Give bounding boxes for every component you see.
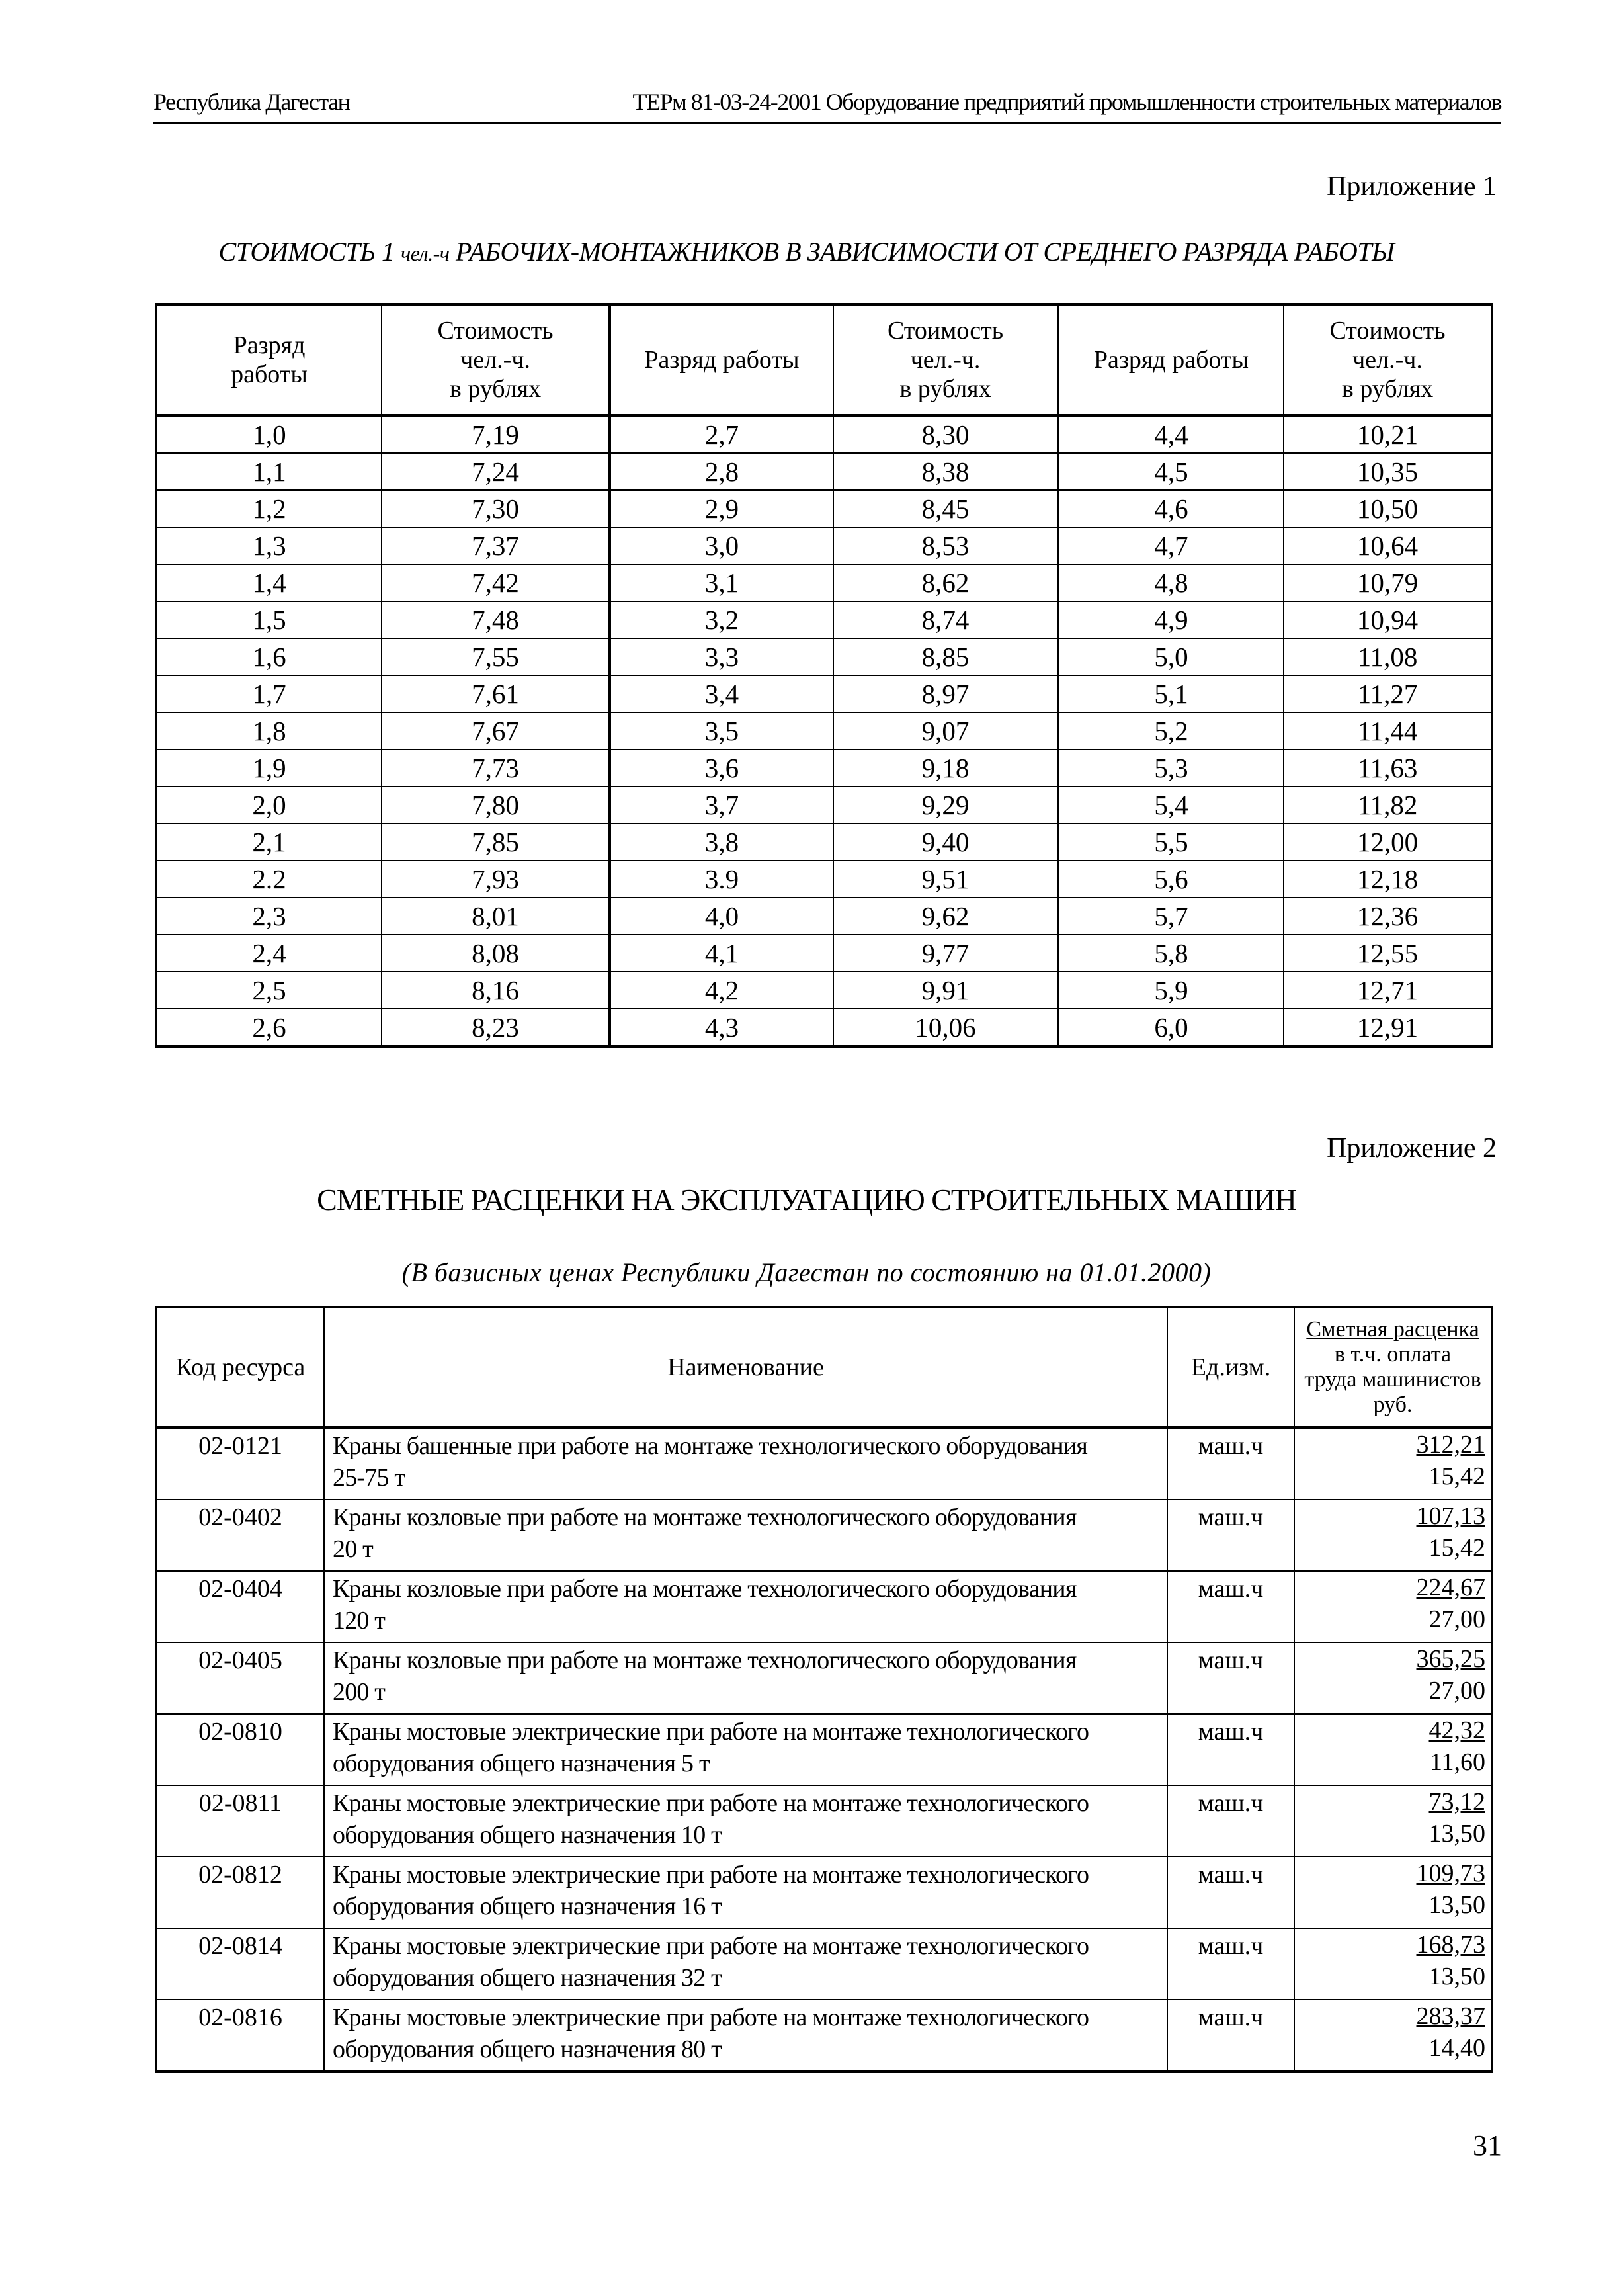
table-row bbox=[156, 972, 1492, 1009]
grade-cell: 1,9 bbox=[156, 749, 382, 787]
rate-cell bbox=[1294, 1785, 1492, 1857]
cost-cell: 7,85 bbox=[382, 824, 610, 861]
rate-total: 107,13 bbox=[1416, 1502, 1485, 1530]
table-row bbox=[156, 490, 1492, 527]
labor-cost-title-part-b: РАБОЧИХ-МОНТАЖНИКОВ В ЗАВИСИМОСТИ ОТ СРЕДНЕГО РАЗРЯДА РАБОТЫ bbox=[449, 237, 1395, 267]
resource-code: 02-0810 bbox=[156, 1714, 324, 1785]
cost-cell: 11,82 bbox=[1284, 787, 1492, 824]
resource-name-line: 120 т bbox=[333, 1607, 386, 1635]
unit-of-measure: маш.ч bbox=[1167, 1500, 1294, 1571]
rate-cell bbox=[1294, 1500, 1492, 1571]
grade-cell: 4,9 bbox=[1058, 601, 1284, 638]
rate-operator-wage: 13,50 bbox=[1428, 1963, 1485, 1990]
cost-cell: 9,29 bbox=[833, 787, 1058, 824]
labor-cost-table-body bbox=[156, 415, 1492, 1046]
rate-cell bbox=[1294, 1427, 1492, 1500]
header-line: в рублях bbox=[449, 375, 542, 403]
cost-cell: 8,38 bbox=[833, 453, 1058, 490]
cost-cell: 8,23 bbox=[382, 1009, 610, 1046]
grade-cell: 5,3 bbox=[1058, 749, 1284, 787]
resource-code: 02-0402 bbox=[156, 1500, 324, 1571]
grade-cell: 3.9 bbox=[610, 861, 833, 898]
cost-cell: 10,50 bbox=[1284, 490, 1492, 527]
cost-cell: 7,61 bbox=[382, 675, 610, 712]
grade-cell: 2,3 bbox=[156, 898, 382, 935]
grade-cell: 1,0 bbox=[156, 415, 382, 453]
cost-cell: 7,67 bbox=[382, 712, 610, 749]
resource-name-line: 20 т bbox=[333, 1535, 373, 1563]
resource-name bbox=[324, 1928, 1167, 2000]
cost-cell: 8,62 bbox=[833, 564, 1058, 601]
resource-name bbox=[324, 1714, 1167, 1785]
rate-total: 283,37 bbox=[1416, 2002, 1485, 2030]
grade-cell: 6,0 bbox=[1058, 1009, 1284, 1046]
machine-rates-table bbox=[155, 1306, 1493, 2073]
grade-cell: 5,6 bbox=[1058, 861, 1284, 898]
table-row bbox=[156, 787, 1492, 824]
grade-cell: 3,2 bbox=[610, 601, 833, 638]
grade-cell: 1,7 bbox=[156, 675, 382, 712]
resource-name-line: 25-75 т bbox=[333, 1464, 405, 1492]
table-header-row bbox=[156, 304, 1492, 415]
unit-of-measure: маш.ч bbox=[1167, 1427, 1294, 1500]
header-line: в рублях bbox=[1341, 375, 1434, 403]
cost-cell: 7,80 bbox=[382, 787, 610, 824]
resource-code: 02-0814 bbox=[156, 1928, 324, 2000]
rate-operator-wage: 13,50 bbox=[1428, 1891, 1485, 1919]
rate-operator-wage: 13,50 bbox=[1428, 1820, 1485, 1848]
table-row bbox=[156, 1928, 1492, 2000]
resource-name bbox=[324, 1785, 1167, 1857]
rate-cell bbox=[1294, 2000, 1492, 2072]
grade-cell: 2,4 bbox=[156, 935, 382, 972]
grade-cell: 3,0 bbox=[610, 527, 833, 564]
rate-total: 42,32 bbox=[1428, 1717, 1485, 1744]
grade-cell: 1,1 bbox=[156, 453, 382, 490]
table-row bbox=[156, 898, 1492, 935]
header-line: Стоимость bbox=[437, 317, 554, 345]
grade-cell: 3,4 bbox=[610, 675, 833, 712]
resource-name-line: Краны козловые при работе на монтаже технологического оборудования bbox=[333, 1575, 1077, 1603]
cost-cell: 7,55 bbox=[382, 638, 610, 675]
rate-total: 224,67 bbox=[1416, 1574, 1485, 1601]
cost-cell: 8,85 bbox=[833, 638, 1058, 675]
resource-name bbox=[324, 1857, 1167, 1928]
table-row bbox=[156, 527, 1492, 564]
table-header-row bbox=[156, 1307, 1492, 1427]
rate-cell bbox=[1294, 1571, 1492, 1642]
header-region: Республика Дагестан bbox=[153, 89, 350, 115]
column-header-rate bbox=[1294, 1307, 1492, 1427]
table-row bbox=[156, 1642, 1492, 1714]
grade-cell: 1,4 bbox=[156, 564, 382, 601]
grade-cell: 4,8 bbox=[1058, 564, 1284, 601]
resource-name-line: оборудования общего назначения 32 т bbox=[333, 1964, 722, 1992]
grade-cell: 2,8 bbox=[610, 453, 833, 490]
rate-operator-wage: 27,00 bbox=[1428, 1605, 1485, 1633]
grade-cell: 5,7 bbox=[1058, 898, 1284, 935]
grade-cell: 5,2 bbox=[1058, 712, 1284, 749]
header-line: работы bbox=[231, 361, 308, 388]
cost-cell: 7,48 bbox=[382, 601, 610, 638]
header-line: Стоимость bbox=[887, 317, 1004, 345]
grade-cell: 2,5 bbox=[156, 972, 382, 1009]
grade-cell: 3,6 bbox=[610, 749, 833, 787]
cost-cell: 7,24 bbox=[382, 453, 610, 490]
grade-cell: 2.2 bbox=[156, 861, 382, 898]
grade-cell: 4,2 bbox=[610, 972, 833, 1009]
resource-name-line: 200 т bbox=[333, 1678, 386, 1706]
header-line: Разряд bbox=[233, 331, 306, 359]
grade-cell: 4,3 bbox=[610, 1009, 833, 1046]
grade-cell: 4,7 bbox=[1058, 527, 1284, 564]
header-line: чел.-ч. bbox=[910, 346, 981, 374]
header-line: чел.-ч. bbox=[1352, 346, 1423, 374]
header-line: Сметная расценка bbox=[1306, 1317, 1479, 1341]
header-line: чел.-ч. bbox=[460, 346, 530, 374]
grade-cell: 5,5 bbox=[1058, 824, 1284, 861]
resource-code: 02-0816 bbox=[156, 2000, 324, 2072]
cost-cell: 8,01 bbox=[382, 898, 610, 935]
labor-cost-title bbox=[0, 236, 1613, 267]
resource-name bbox=[324, 1571, 1167, 1642]
rate-cell bbox=[1294, 1857, 1492, 1928]
cost-cell: 10,35 bbox=[1284, 453, 1492, 490]
table-row bbox=[156, 638, 1492, 675]
resource-name-line: оборудования общего назначения 5 т bbox=[333, 1750, 710, 1777]
header-line: в рублях bbox=[899, 375, 991, 403]
unit-of-measure: маш.ч bbox=[1167, 1714, 1294, 1785]
unit-of-measure: маш.ч bbox=[1167, 1571, 1294, 1642]
column-header-cost bbox=[382, 304, 610, 415]
cost-cell: 8,53 bbox=[833, 527, 1058, 564]
table-row bbox=[156, 601, 1492, 638]
cost-cell: 10,79 bbox=[1284, 564, 1492, 601]
cost-cell: 9,18 bbox=[833, 749, 1058, 787]
table-row bbox=[156, 1857, 1492, 1928]
cost-cell: 8,97 bbox=[833, 675, 1058, 712]
table-row bbox=[156, 824, 1492, 861]
grade-cell: 4,5 bbox=[1058, 453, 1284, 490]
grade-cell: 4,0 bbox=[610, 898, 833, 935]
resource-name-line: Краны мостовые электрические при работе на монтаже технологического bbox=[333, 2004, 1089, 2031]
cost-cell: 12,36 bbox=[1284, 898, 1492, 935]
cost-cell: 10,94 bbox=[1284, 601, 1492, 638]
resource-code: 02-0121 bbox=[156, 1427, 324, 1500]
resource-name bbox=[324, 1427, 1167, 1500]
table-row bbox=[156, 935, 1492, 972]
grade-cell: 3,1 bbox=[610, 564, 833, 601]
cost-cell: 7,93 bbox=[382, 861, 610, 898]
column-header-name: Наименование bbox=[324, 1307, 1167, 1427]
resource-name-line: Краны козловые при работе на монтаже технологического оборудования bbox=[333, 1504, 1077, 1531]
resource-name-line: Краны мостовые электрические при работе на монтаже технологического bbox=[333, 1789, 1089, 1817]
grade-cell: 1,5 bbox=[156, 601, 382, 638]
grade-cell: 4,1 bbox=[610, 935, 833, 972]
grade-cell: 5,9 bbox=[1058, 972, 1284, 1009]
cost-cell: 8,16 bbox=[382, 972, 610, 1009]
grade-cell: 4,6 bbox=[1058, 490, 1284, 527]
column-header-cost bbox=[833, 304, 1058, 415]
grade-cell: 2,9 bbox=[610, 490, 833, 527]
column-header-code: Код ресурса bbox=[156, 1307, 324, 1427]
grade-cell: 1,6 bbox=[156, 638, 382, 675]
cost-cell: 12,71 bbox=[1284, 972, 1492, 1009]
cost-cell: 8,30 bbox=[833, 415, 1058, 453]
table-row bbox=[156, 749, 1492, 787]
resource-name-line: Краны мостовые электрические при работе на монтаже технологического bbox=[333, 1861, 1089, 1889]
grade-cell: 3,3 bbox=[610, 638, 833, 675]
rate-cell bbox=[1294, 1928, 1492, 2000]
column-header-grade: Разряд работы bbox=[1058, 304, 1284, 415]
table-row bbox=[156, 712, 1492, 749]
table-row bbox=[156, 1571, 1492, 1642]
table-row bbox=[156, 453, 1492, 490]
header-line: руб. bbox=[1373, 1392, 1413, 1417]
cost-cell: 8,74 bbox=[833, 601, 1058, 638]
header-line: в т.ч. оплата bbox=[1334, 1342, 1452, 1367]
grade-cell: 3,7 bbox=[610, 787, 833, 824]
cost-cell: 12,00 bbox=[1284, 824, 1492, 861]
appendix-2-label: Приложение 2 bbox=[1327, 1133, 1497, 1164]
cost-cell: 8,08 bbox=[382, 935, 610, 972]
appendix-1-label: Приложение 1 bbox=[1327, 171, 1497, 202]
running-header bbox=[153, 83, 1501, 124]
cost-cell: 12,18 bbox=[1284, 861, 1492, 898]
resource-name-line: Краны козловые при работе на монтаже технологического оборудования bbox=[333, 1646, 1077, 1674]
cost-cell: 7,42 bbox=[382, 564, 610, 601]
rate-operator-wage: 27,00 bbox=[1428, 1677, 1485, 1705]
resource-name-line: оборудования общего назначения 10 т bbox=[333, 1821, 722, 1849]
rate-total: 312,21 bbox=[1416, 1431, 1485, 1459]
column-header-unit: Ед.изм. bbox=[1167, 1307, 1294, 1427]
grade-cell: 5,8 bbox=[1058, 935, 1284, 972]
resource-code: 02-0811 bbox=[156, 1785, 324, 1857]
cost-cell: 10,64 bbox=[1284, 527, 1492, 564]
grade-cell: 1,8 bbox=[156, 712, 382, 749]
table-row bbox=[156, 861, 1492, 898]
header-line: труда машинистов bbox=[1304, 1367, 1481, 1392]
rate-total: 168,73 bbox=[1416, 1931, 1485, 1959]
rate-total: 365,25 bbox=[1416, 1645, 1485, 1673]
table-row bbox=[156, 1714, 1492, 1785]
resource-name-line: Краны башенные при работе на монтаже технологического оборудования bbox=[333, 1432, 1088, 1460]
grade-cell: 5,0 bbox=[1058, 638, 1284, 675]
unit-of-measure: маш.ч bbox=[1167, 1928, 1294, 2000]
cost-cell: 11,08 bbox=[1284, 638, 1492, 675]
unit-of-measure: маш.ч bbox=[1167, 2000, 1294, 2072]
column-header-grade bbox=[156, 304, 382, 415]
resource-name-line: оборудования общего назначения 16 т bbox=[333, 1892, 722, 1920]
rate-total: 109,73 bbox=[1416, 1859, 1485, 1887]
grade-cell: 2,1 bbox=[156, 824, 382, 861]
grade-cell: 3,5 bbox=[610, 712, 833, 749]
cost-cell: 9,62 bbox=[833, 898, 1058, 935]
unit-of-measure: маш.ч bbox=[1167, 1642, 1294, 1714]
header-line: Стоимость bbox=[1329, 317, 1446, 345]
cost-cell: 9,77 bbox=[833, 935, 1058, 972]
cost-cell: 11,63 bbox=[1284, 749, 1492, 787]
column-header-cost bbox=[1284, 304, 1492, 415]
cost-cell: 9,40 bbox=[833, 824, 1058, 861]
rate-operator-wage: 11,60 bbox=[1429, 1748, 1485, 1776]
rate-operator-wage: 15,42 bbox=[1428, 1463, 1485, 1490]
resource-name-line: оборудования общего назначения 80 т bbox=[333, 2035, 722, 2063]
resource-name-line: Краны мостовые электрические при работе на монтаже технологического bbox=[333, 1932, 1089, 1960]
cost-cell: 7,37 bbox=[382, 527, 610, 564]
unit-of-measure: маш.ч bbox=[1167, 1857, 1294, 1928]
rate-operator-wage: 15,42 bbox=[1428, 1534, 1485, 1562]
cost-cell: 8,45 bbox=[833, 490, 1058, 527]
grade-cell: 1,3 bbox=[156, 527, 382, 564]
grade-cell: 1,2 bbox=[156, 490, 382, 527]
cost-cell: 10,21 bbox=[1284, 415, 1492, 453]
table-row bbox=[156, 2000, 1492, 2072]
table-row bbox=[156, 1427, 1492, 1500]
resource-name bbox=[324, 1500, 1167, 1571]
cost-cell: 11,27 bbox=[1284, 675, 1492, 712]
cost-cell: 9,51 bbox=[833, 861, 1058, 898]
table-row bbox=[156, 1500, 1492, 1571]
rate-total: 73,12 bbox=[1428, 1788, 1485, 1816]
resource-name-line: Краны мостовые электрические при работе на монтаже технологического bbox=[333, 1718, 1089, 1746]
grade-cell: 2,0 bbox=[156, 787, 382, 824]
unit-of-measure: маш.ч bbox=[1167, 1785, 1294, 1857]
rate-operator-wage: 14,40 bbox=[1428, 2034, 1485, 2062]
grade-cell: 5,1 bbox=[1058, 675, 1284, 712]
grade-cell: 2,6 bbox=[156, 1009, 382, 1046]
rate-cell bbox=[1294, 1642, 1492, 1714]
labor-cost-title-part-a: СТОИМОСТЬ 1 bbox=[218, 237, 401, 267]
cost-cell: 7,73 bbox=[382, 749, 610, 787]
machine-rates-subtitle: (В базисных ценах Республики Дагестан по состоянию на 01.01.2000) bbox=[401, 1257, 1212, 1287]
table-row bbox=[156, 415, 1492, 453]
table-row bbox=[156, 564, 1492, 601]
cost-cell: 12,55 bbox=[1284, 935, 1492, 972]
labor-cost-table bbox=[155, 303, 1493, 1048]
cost-cell: 9,91 bbox=[833, 972, 1058, 1009]
grade-cell: 4,4 bbox=[1058, 415, 1284, 453]
header-document-code: ТЕРм 81-03-24-2001 Оборудование предприятий промышленности строительных материалов bbox=[632, 89, 1501, 115]
resource-code: 02-0812 bbox=[156, 1857, 324, 1928]
table-row bbox=[156, 675, 1492, 712]
cost-cell: 9,07 bbox=[833, 712, 1058, 749]
resource-code: 02-0405 bbox=[156, 1642, 324, 1714]
machine-rates-title: СМЕТНЫЕ РАСЦЕНКИ НА ЭКСПЛУАТАЦИЮ СТРОИТЕЛЬНЫХ МАШИН bbox=[317, 1183, 1296, 1216]
cost-cell: 10,06 bbox=[833, 1009, 1058, 1046]
grade-cell: 5,4 bbox=[1058, 787, 1284, 824]
cost-cell: 7,19 bbox=[382, 415, 610, 453]
table-row bbox=[156, 1009, 1492, 1046]
page-number: 31 bbox=[1473, 2129, 1502, 2162]
rate-cell bbox=[1294, 1714, 1492, 1785]
grade-cell: 2,7 bbox=[610, 415, 833, 453]
cost-cell: 11,44 bbox=[1284, 712, 1492, 749]
column-header-grade: Разряд работы bbox=[610, 304, 833, 415]
resource-name bbox=[324, 2000, 1167, 2072]
cost-cell: 7,30 bbox=[382, 490, 610, 527]
labor-cost-title-unit: чел.-ч bbox=[400, 241, 450, 265]
resource-name bbox=[324, 1642, 1167, 1714]
machine-rates-table-body bbox=[156, 1427, 1492, 2072]
table-row bbox=[156, 1785, 1492, 1857]
resource-code: 02-0404 bbox=[156, 1571, 324, 1642]
grade-cell: 3,8 bbox=[610, 824, 833, 861]
cost-cell: 12,91 bbox=[1284, 1009, 1492, 1046]
